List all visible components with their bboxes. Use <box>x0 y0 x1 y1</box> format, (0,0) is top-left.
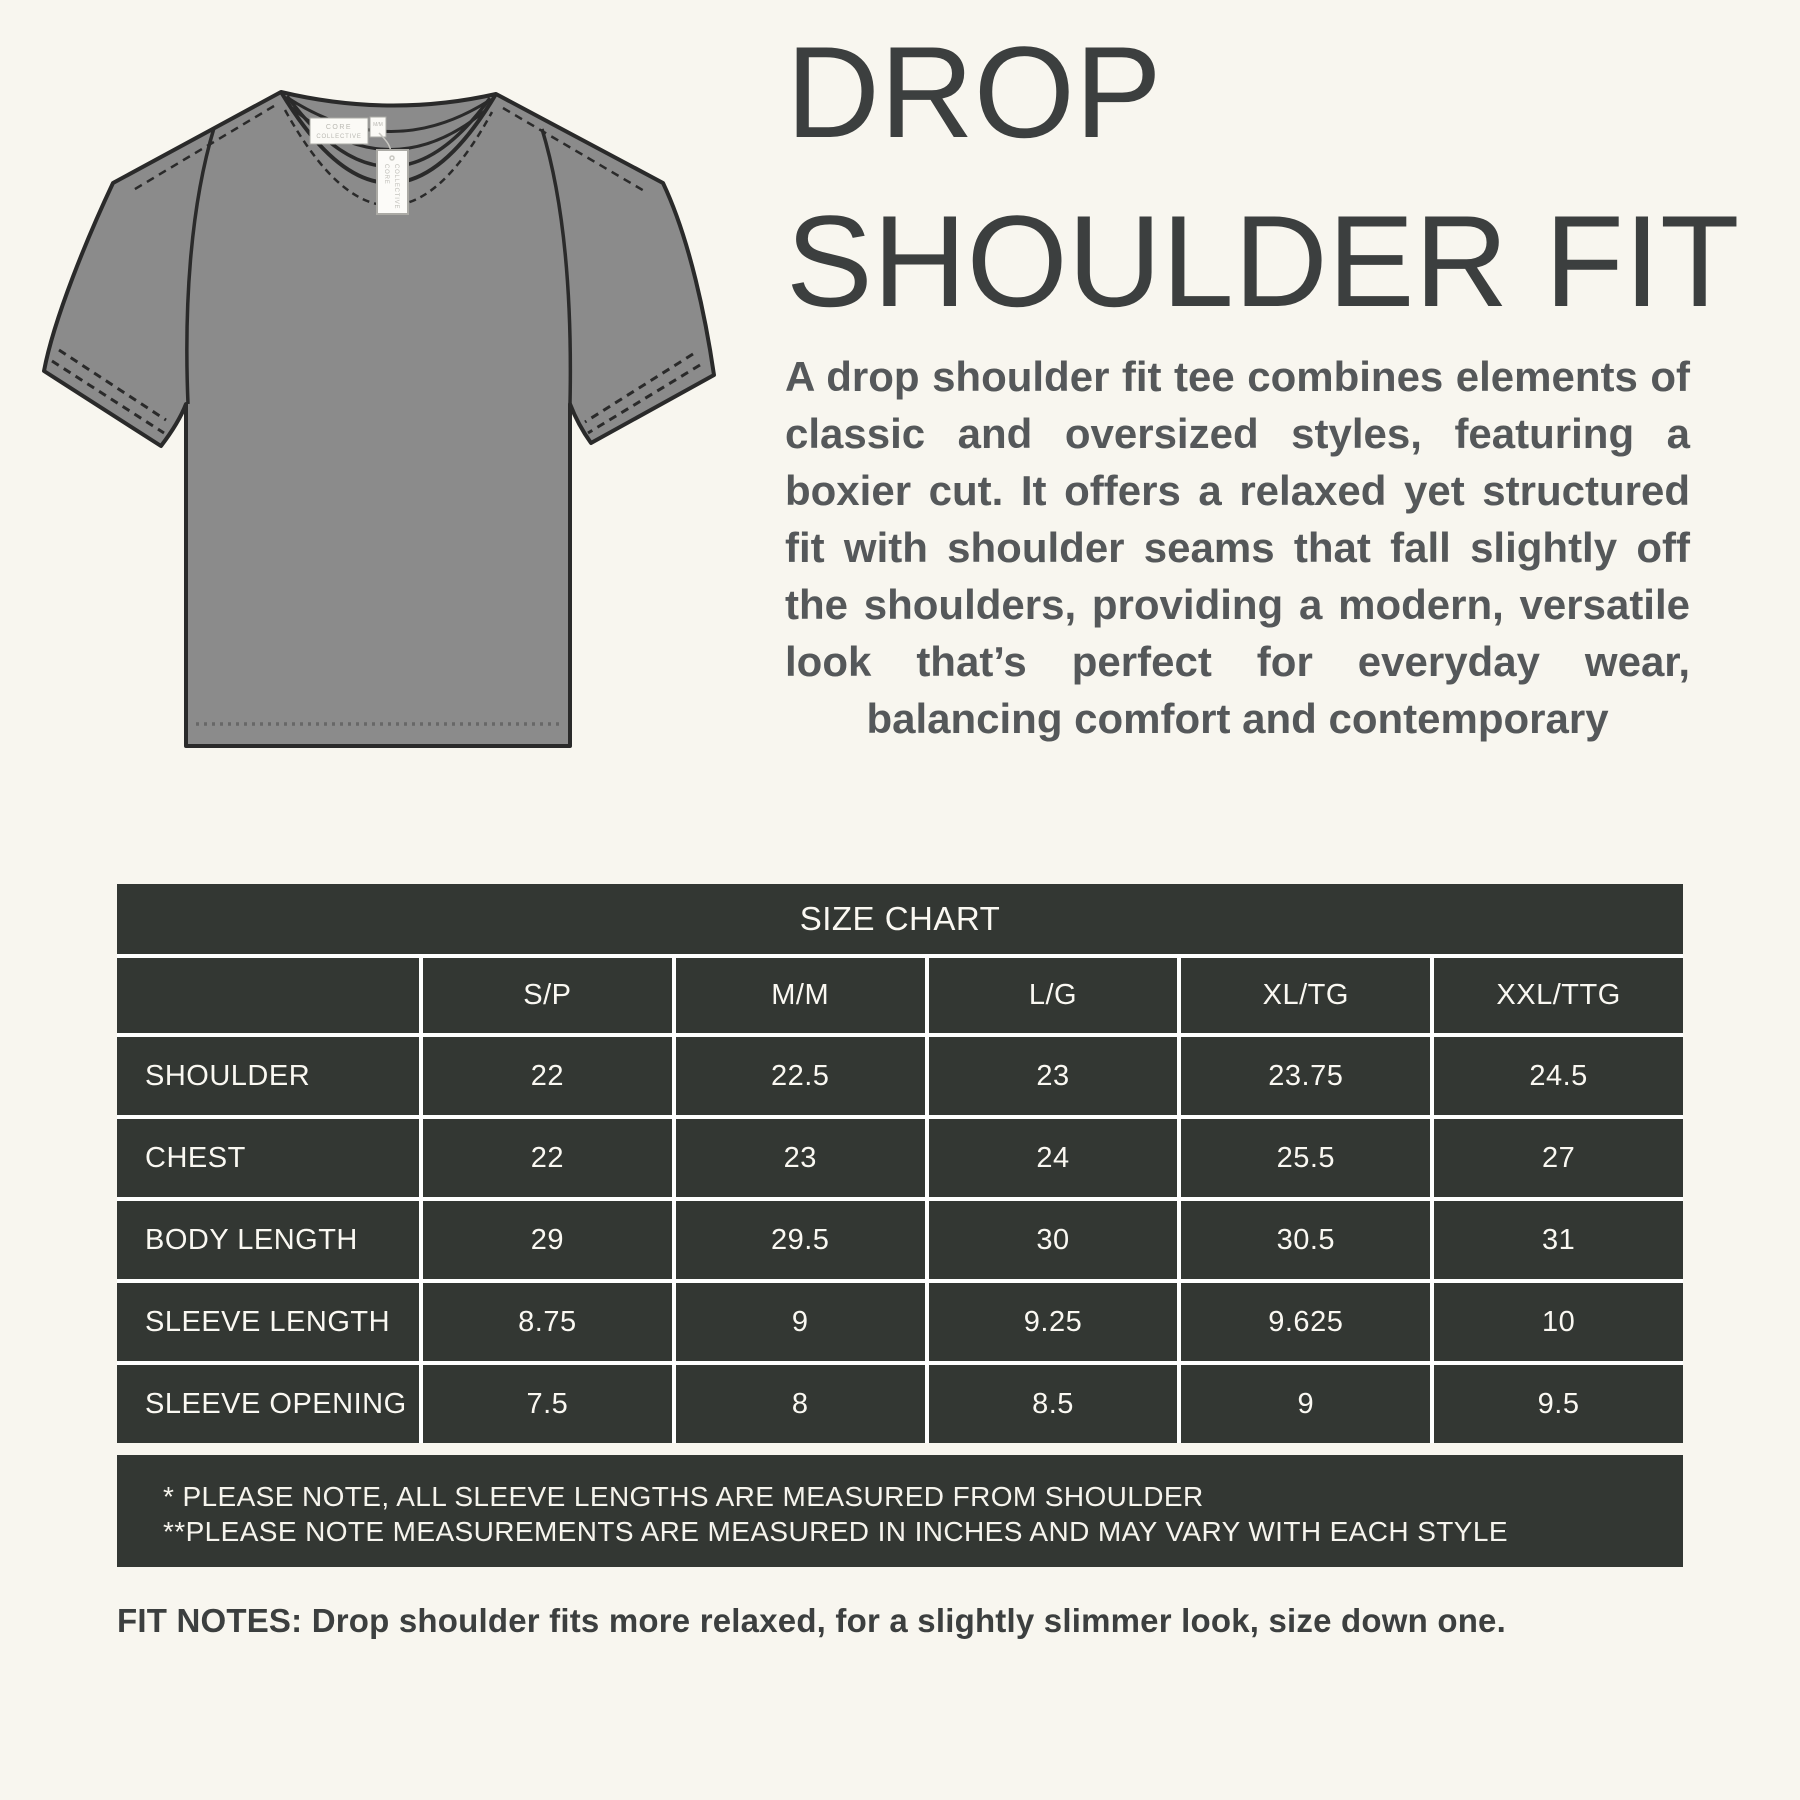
cell-body-length-xltg: 30.5 <box>1181 1201 1430 1279</box>
hang-tag-text-line1: CORE <box>383 164 389 185</box>
note-line-1: * PLEASE NOTE, ALL SLEEVE LENGTHS ARE MEASURED FROM SHOULDER <box>163 1481 1204 1512</box>
measurement-notes-box <box>117 1455 1683 1567</box>
row-label-body-length: BODY LENGTH <box>117 1201 419 1279</box>
cell-sleeve-opening-sp: 7.5 <box>423 1365 672 1443</box>
column-header-mm: M/M <box>676 958 925 1033</box>
cell-shoulder-mm: 22.5 <box>676 1037 925 1115</box>
column-header-xltg: XL/TG <box>1181 958 1430 1033</box>
cell-shoulder-lg: 23 <box>929 1037 1178 1115</box>
page-title-line2: SHOULDER FIT <box>786 188 1740 334</box>
cell-sleeve-length-mm: 9 <box>676 1283 925 1361</box>
cell-sleeve-opening-mm: 8 <box>676 1365 925 1443</box>
cell-body-length-sp: 29 <box>423 1201 672 1279</box>
column-header-empty <box>117 958 419 1033</box>
row-label-chest: CHEST <box>117 1119 419 1197</box>
fit-notes: FIT NOTES: Drop shoulder fits more relaxed, for a slightly slimmer look, size down one. <box>117 1602 1506 1639</box>
cell-chest-xxlttg: 27 <box>1434 1119 1683 1197</box>
page-title-line1: DROP <box>786 19 1162 165</box>
cell-chest-xltg: 25.5 <box>1181 1119 1430 1197</box>
cell-sleeve-length-xxlttg: 10 <box>1434 1283 1683 1361</box>
neck-label-brand-line1: CORE <box>325 124 353 131</box>
cell-sleeve-opening-xxlttg: 9.5 <box>1434 1365 1683 1443</box>
column-header-sp: S/P <box>423 958 672 1033</box>
column-header-lg: L/G <box>929 958 1178 1033</box>
column-header-xxlttg: XXL/TTG <box>1434 958 1683 1033</box>
row-label-sleeve-opening: SLEEVE OPENING <box>117 1365 419 1443</box>
cell-body-length-lg: 30 <box>929 1201 1178 1279</box>
cell-sleeve-length-lg: 9.25 <box>929 1283 1178 1361</box>
cell-sleeve-length-sp: 8.75 <box>423 1283 672 1361</box>
neck-size-tab: M/M <box>373 122 383 128</box>
size-chart-table <box>117 884 1683 1443</box>
tshirt-illustration <box>38 68 718 760</box>
note-line-2: **PLEASE NOTE MEASUREMENTS ARE MEASURED IN INCHES AND MAY VARY WITH EACH STYLE <box>163 1516 1508 1547</box>
hang-tag-text-line2: COLLECTIVE <box>393 164 399 210</box>
row-label-sleeve-length: SLEEVE LENGTH <box>117 1283 419 1361</box>
fit-description: A drop shoulder fit tee combines elements of classic and oversized styles, featuring a boxier cut. It offers a relaxed yet structured fit with shoulder seams that fall slightly off the shoulders, providing a modern, versatile look that’s perfect for everyday wear, balancing comfort and contemporary <box>785 353 1690 742</box>
cell-body-length-mm: 29.5 <box>676 1201 925 1279</box>
cell-shoulder-sp: 22 <box>423 1037 672 1115</box>
cell-body-length-xxlttg: 31 <box>1434 1201 1683 1279</box>
size-chart-title: SIZE CHART <box>117 884 1683 954</box>
neck-label-brand-line2: COLLECTIVE <box>316 134 362 140</box>
cell-sleeve-length-xltg: 9.625 <box>1181 1283 1430 1361</box>
cell-sleeve-opening-lg: 8.5 <box>929 1365 1178 1443</box>
page-title <box>786 8 1766 346</box>
cell-chest-mm: 23 <box>676 1119 925 1197</box>
cell-shoulder-xxlttg: 24.5 <box>1434 1037 1683 1115</box>
tshirt-flat-sketch <box>38 68 718 760</box>
cell-chest-sp: 22 <box>423 1119 672 1197</box>
cell-shoulder-xltg: 23.75 <box>1181 1037 1430 1115</box>
cell-chest-lg: 24 <box>929 1119 1178 1197</box>
cell-sleeve-opening-xltg: 9 <box>1181 1365 1430 1443</box>
row-label-shoulder: SHOULDER <box>117 1037 419 1115</box>
